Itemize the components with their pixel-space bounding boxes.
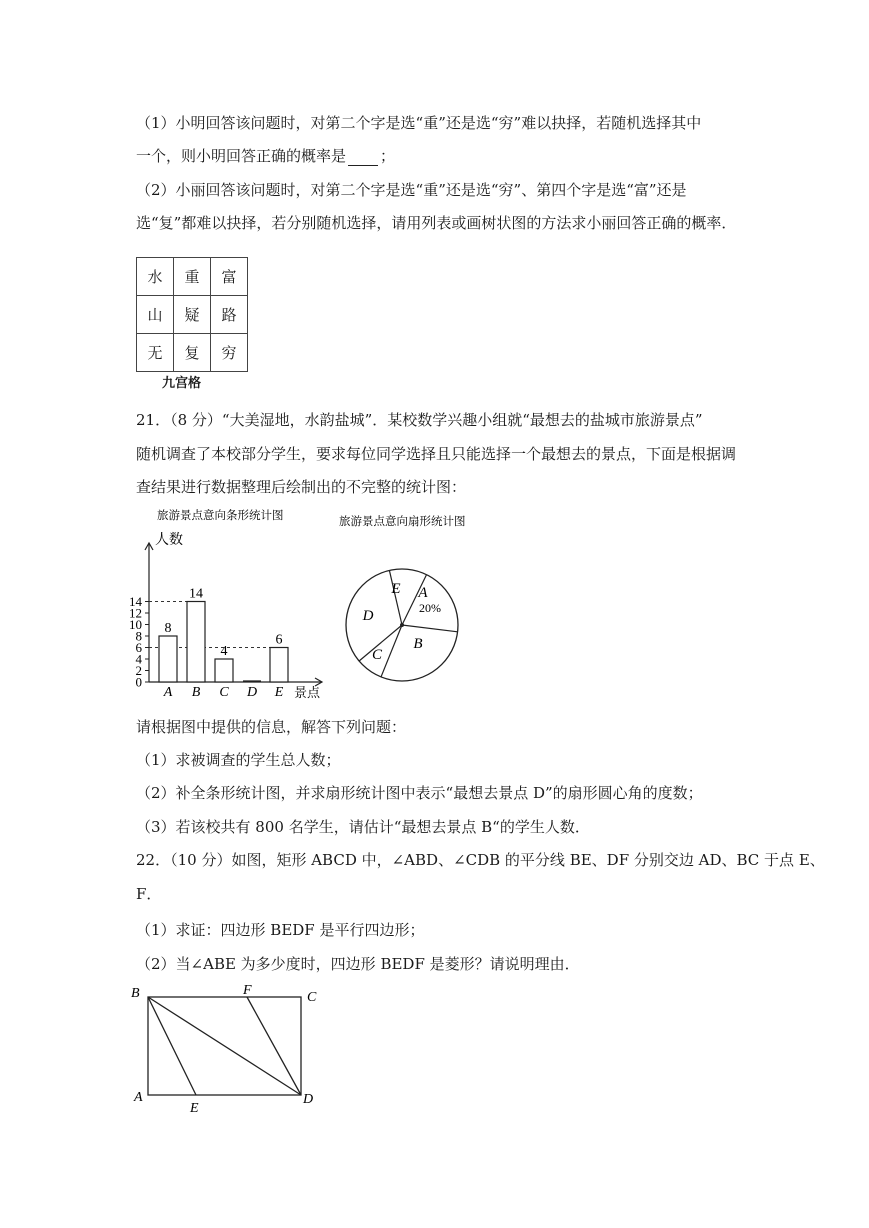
pie-slice-label: B [413, 636, 423, 652]
y-tick-label: 14 [129, 594, 142, 609]
point-c-label: C [307, 990, 317, 1005]
q21-line2: 随机调查了本校部分学生，要求每位同学选择且只能选择一个最想去的景点，下面是根据调 [136, 445, 737, 463]
point-d-label: D [303, 1092, 314, 1107]
grid-cell: 无 [137, 334, 174, 372]
q22-line1: 22．（10 分）如图，矩形 ABCD 中，∠ABD、∠CDB 的平分线 BE、DF 分别交边 AD、BC 于点 E、 [136, 851, 825, 869]
grid-cell: 复 [174, 334, 211, 372]
point-b-label: B [131, 986, 140, 1001]
pie-chart-title: 旅游景点意向扇形统计图 [339, 514, 466, 528]
q21-sub1: （1）求被调查的学生总人数； [136, 751, 341, 769]
y-tick-label: 4 [135, 651, 142, 667]
grid-cell: 富 [211, 258, 248, 296]
q20-part1-line1: （1）小明回答该问题时，对第二个字是选“重”还是选“穷”难以抉择，若随机选择其中 [136, 114, 702, 132]
category-label: C [219, 685, 229, 700]
grid-cell: 重 [174, 258, 211, 296]
grid-cell: 疑 [174, 296, 211, 334]
q21-sub2: （2）补全条形统计图，并求扇形统计图中表示“最想去景点 D”的扇形圆心角的度数； [136, 784, 703, 802]
q20-part2-line2: 选“复”都难以抉择，若分别随机选择，请用列表或画树状图的方法求小丽回答正确的概率． [136, 214, 737, 232]
category-label: A [163, 685, 173, 700]
bar-value-label: 6 [275, 632, 283, 648]
category-label: E [274, 685, 284, 700]
q20-part2-line1: （2）小丽回答该问题时，对第二个字是选“重”还是选“穷”、第四个字是选“富”还是 [136, 181, 687, 199]
y-tick-label: 10 [129, 617, 142, 632]
grid-cell: 路 [211, 296, 248, 334]
q21-sub3: （3）若该校共有 800 名学生，请估计“最想去景点 B“的学生人数． [136, 818, 590, 836]
bar-chart-title: 旅游景点意向条形统计图 [157, 508, 284, 522]
q20-part1-line2-end: ； [380, 147, 396, 165]
q22-sub1: （1）求证：四边形 BEDF 是平行四边形； [136, 921, 425, 939]
point-a-label: A [134, 1090, 143, 1105]
grid-cell: 山 [137, 296, 174, 334]
pie-slice-label: D [362, 608, 374, 624]
point-e-label: E [190, 1101, 199, 1116]
bar-value-label: 14 [189, 586, 203, 602]
pie-slice-label: C [371, 647, 383, 663]
point-f-label: F [243, 983, 252, 998]
y-tick-label: 8 [135, 628, 142, 644]
q21-line1: 21．（8 分）“大美湿地，水韵盐城”．某校数学兴趣小组就“最想去的盐城市旅游景点” [136, 411, 703, 429]
pie-slice-label: E [391, 581, 401, 597]
y-tick-label: 12 [129, 605, 142, 621]
y-axis-label: 人数 [155, 533, 183, 548]
grid-caption: 九宫格 [162, 376, 202, 391]
q21-ask: 请根据图中提供的信息，解答下列问题： [136, 718, 407, 736]
bisector-df [247, 997, 301, 1095]
bar-value-label: 4 [220, 644, 228, 659]
pie-slice-label: A [418, 585, 428, 601]
diagonal-bd [148, 997, 301, 1095]
category-label: D [246, 685, 258, 700]
y-tick-label: 2 [135, 663, 142, 678]
grid-cell: 水 [137, 258, 174, 296]
pie-percent-label: 20% [419, 601, 441, 615]
q22-line2: F． [136, 885, 162, 903]
y-tick-label: 0 [135, 674, 142, 690]
x-axis-label: 景点 [294, 685, 321, 700]
q20-part1-line2-text: 一个，则小明回答正确的概率是 [136, 147, 347, 165]
bar-value-label: 8 [164, 621, 172, 636]
grid-cell: 穷 [211, 334, 248, 372]
q21-line3: 查结果进行数据整理后绘制出的不完整的统计图： [136, 478, 467, 496]
y-tick-label: 6 [135, 640, 142, 655]
q22-sub2: （2）当∠ABE 为多少度时，四边形 BEDF 是菱形？请说明理由． [136, 955, 580, 973]
category-label: B [191, 685, 201, 700]
